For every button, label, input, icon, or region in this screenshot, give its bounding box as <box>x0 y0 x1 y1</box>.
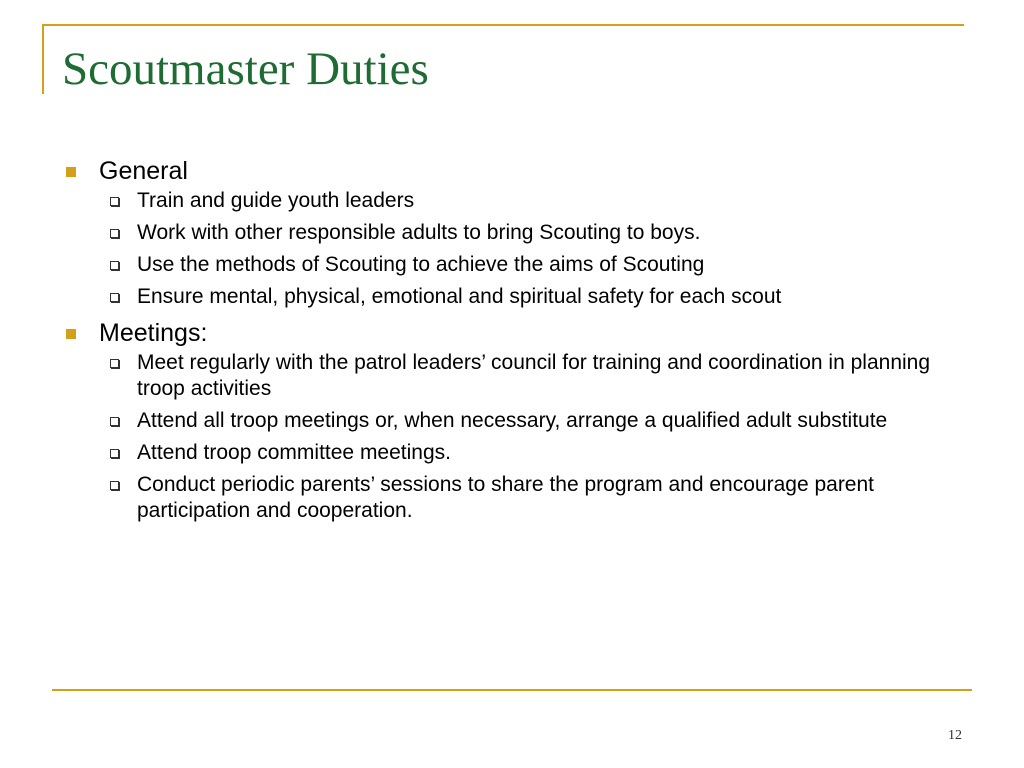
list-item-text: Attend all troop meetings or, when necessary, arrange a qualified adult substitute <box>137 409 888 432</box>
list-item <box>60 350 940 402</box>
slide-title: Scoutmaster Duties <box>62 43 429 95</box>
section-heading-text: General <box>99 157 188 185</box>
list-item <box>60 408 940 434</box>
page-number: 12 <box>948 728 962 743</box>
top-frame-line <box>42 24 964 26</box>
hollow-square-bullet-icon <box>110 229 119 238</box>
section-heading-text: Meetings: <box>99 319 208 347</box>
list-item-text: Attend troop committee meetings. <box>137 441 451 464</box>
hollow-square-bullet-icon <box>110 359 119 368</box>
hollow-square-bullet-icon <box>110 449 119 458</box>
list-item <box>60 472 940 524</box>
list-item-text: Conduct periodic parents’ sessions to share the program and encourage parent participation and cooperation. <box>137 473 874 522</box>
hollow-square-bullet-icon <box>110 417 119 426</box>
list-item-text: Work with other responsible adults to bring Scouting to boys. <box>137 221 701 244</box>
hollow-square-bullet-icon <box>110 197 119 206</box>
square-bullet-icon <box>66 167 76 177</box>
section-general <box>60 154 940 310</box>
hollow-square-bullet-icon <box>110 261 119 270</box>
list-item <box>60 252 940 278</box>
list-item <box>60 284 940 310</box>
hollow-square-bullet-icon <box>110 481 119 490</box>
section-heading <box>60 316 940 350</box>
list-item-text: Ensure mental, physical, emotional and spiritual safety for each scout <box>137 285 782 308</box>
hollow-square-bullet-icon <box>110 293 119 302</box>
slide-content <box>60 154 940 530</box>
list-item <box>60 440 940 466</box>
square-bullet-icon <box>66 329 76 339</box>
left-frame-line <box>42 24 44 94</box>
list-item-text: Meet regularly with the patrol leaders’ council for training and coordination in planning troop activities <box>137 351 931 400</box>
list-item <box>60 220 940 246</box>
section-heading <box>60 154 940 188</box>
footer-rule <box>52 689 972 691</box>
list-item <box>60 188 940 214</box>
list-item-text: Use the methods of Scouting to achieve the aims of Scouting <box>137 253 705 276</box>
section-meetings <box>60 316 940 524</box>
list-item-text: Train and guide youth leaders <box>137 189 415 212</box>
